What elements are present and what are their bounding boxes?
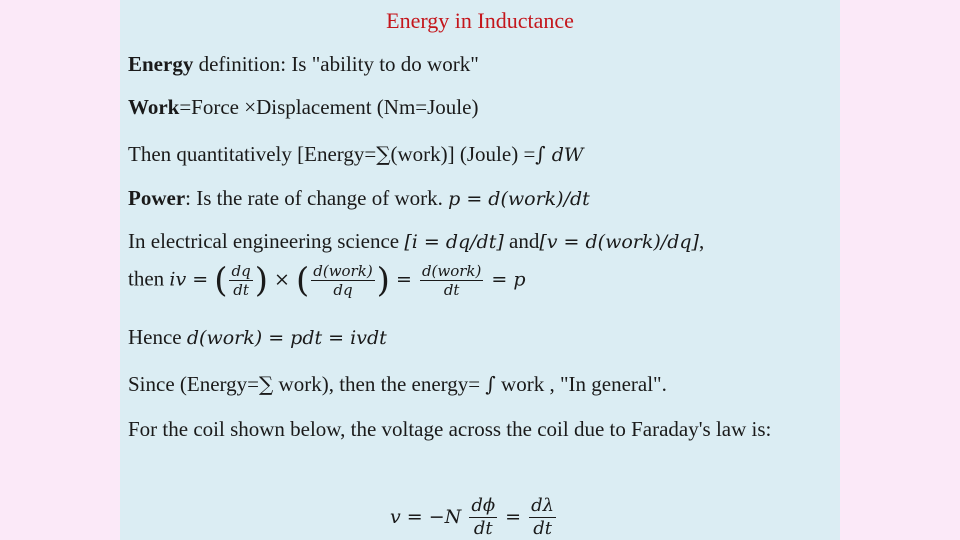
faraday-formula xyxy=(390,495,558,540)
energy-quant-text: Then quantitatively [Energy= xyxy=(128,142,377,166)
then-text: then xyxy=(128,266,170,291)
fraction-numerator: d(work) xyxy=(313,262,373,280)
work-definition-text: =Force ×Displacement (Nm=Joule) xyxy=(179,95,479,119)
right-paren: ) xyxy=(376,260,390,301)
energy-text: work), then the energy= xyxy=(273,372,486,396)
integral-symbol: ∫ xyxy=(485,372,496,396)
fraction-numerator: dq xyxy=(231,262,251,280)
fraction-denominator: dt xyxy=(443,281,460,299)
left-paren: ( xyxy=(214,260,228,301)
equals-sign: = xyxy=(499,506,528,528)
in-general-text: work , "In general". xyxy=(495,372,667,396)
fraction-denominator: dq xyxy=(333,281,353,299)
fraction-dwork-dq xyxy=(311,262,374,299)
fraction-numerator: dϕ xyxy=(471,495,496,516)
fraction-numerator: dλ xyxy=(531,495,555,516)
power-definition-line xyxy=(128,186,590,211)
work-term: Work xyxy=(128,95,180,119)
ee-text: In electrical engineering science xyxy=(128,229,405,253)
current-formula: [i = dq/dt] xyxy=(404,231,504,253)
energy-term: Energy xyxy=(128,52,194,76)
hence-line xyxy=(128,325,387,350)
power-term: Power xyxy=(128,186,186,210)
power-formula: p = d(work)/dt xyxy=(448,188,590,210)
energy-definition-text: definition: Is "ability to do work" xyxy=(193,52,479,76)
equals-sign: = xyxy=(389,268,418,291)
sum-symbol: ∑ xyxy=(259,372,274,396)
dwork-formula: d(work) = pdt = ivdt xyxy=(186,327,387,349)
comma: , xyxy=(698,229,705,253)
voltage-formula: [v = d(work)/dq] xyxy=(539,231,699,253)
slide xyxy=(120,0,840,540)
energy-general-line xyxy=(128,372,667,397)
fraction-dphi-dt xyxy=(469,495,497,540)
energy-quant-text-2: (work)] (Joule) = xyxy=(390,142,536,166)
since-text: Since (Energy= xyxy=(128,372,260,396)
fraction-dq-dt xyxy=(229,262,252,299)
fraction-numerator: d(work) xyxy=(421,262,482,280)
faraday-paragraph: For the coil shown below, the voltage across the coil due to Faraday's law is: xyxy=(128,417,772,441)
integral-symbol: ∫ xyxy=(535,142,546,166)
times-sign: × xyxy=(267,268,296,291)
work-definition-line xyxy=(128,95,478,120)
hence-text: Hence xyxy=(128,325,187,349)
and-text: and xyxy=(503,229,540,253)
right-paren: ) xyxy=(254,260,268,301)
fraction-denominator: dt xyxy=(533,518,552,539)
slide-title: Energy in Inductance xyxy=(386,8,574,33)
equals-p: = p xyxy=(485,268,526,291)
fraction-dwork-dt xyxy=(420,262,483,299)
fraction-dlambda-dt xyxy=(529,495,556,540)
energy-definition-line xyxy=(128,52,479,77)
power-definition-text: : Is the rate of change of work. xyxy=(185,186,449,210)
fraction-denominator: dt xyxy=(233,281,249,299)
iv-math: iv = xyxy=(169,268,215,291)
dw-math: dW xyxy=(545,144,584,166)
sum-symbol: ∑ xyxy=(376,142,391,166)
energy-quantitative-line xyxy=(128,142,583,167)
fraction-denominator: dt xyxy=(473,518,493,539)
iv-derivation-line xyxy=(128,262,526,299)
formula-lhs: v = −N xyxy=(390,506,468,528)
electrical-engineering-line xyxy=(128,229,704,254)
left-paren: ( xyxy=(295,260,310,301)
